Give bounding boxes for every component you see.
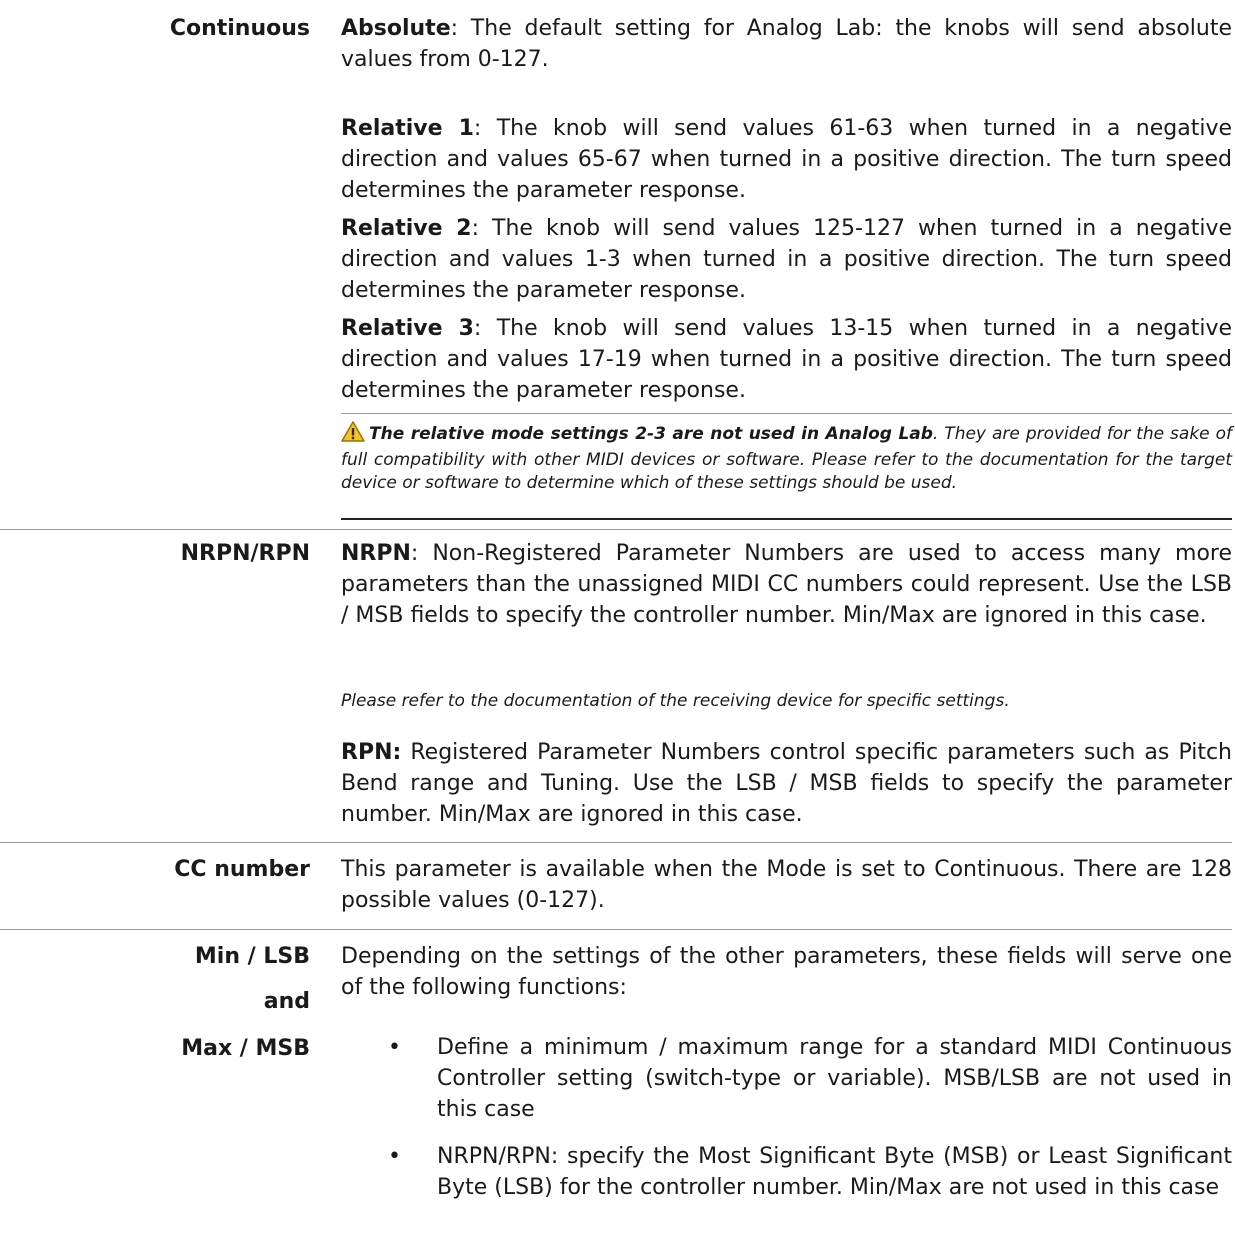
- row-body-min-max: [341, 941, 1232, 1003]
- paragraph-cc-number: This parameter is available when the Mode is set to Continuous. There are 128 possible values (0-127).: [341, 857, 1232, 913]
- paragraph-relative-2: [341, 213, 1232, 306]
- term-rpn: RPN:: [341, 740, 402, 765]
- row-label-cc-number: CC number: [174, 857, 310, 882]
- row-label-min-lsb: Min / LSB: [194, 944, 310, 969]
- term-nrpn: NRPN: [341, 541, 411, 566]
- paragraph-relative-1-block: [341, 113, 1232, 206]
- text-relative-1: : The knob will send values 61-63 when turned in a negative direction and values 65-67 when turned in a positive direction. The turn speed determines the parameter response.: [341, 116, 1232, 203]
- text-relative-2: : The knob will send values 125-127 when turned in a negative direction and values 1-3 when turned in a positive direction. The turn speed determines the parameter response.: [341, 216, 1232, 303]
- paragraph-min-max-intro: Depending on the settings of the other parameters, these fields will serve one of the following functions:: [341, 944, 1232, 1000]
- bullet-item-1: [437, 1032, 1232, 1125]
- paragraph-relative-1: [341, 113, 1232, 206]
- paragraph-absolute: [341, 13, 1232, 75]
- term-relative-3: Relative 3: [341, 316, 474, 341]
- row-divider-1: [0, 529, 1232, 530]
- paragraph-rpn-block: [341, 737, 1232, 830]
- row-label-nrpn-rpn: NRPN/RPN: [180, 541, 310, 566]
- warning-note: [341, 421, 1232, 495]
- row-divider-3: [0, 929, 1232, 930]
- paragraph-relative-3-block: [341, 313, 1232, 406]
- paragraph-rpn: [341, 737, 1232, 830]
- text-rpn: Registered Parameter Numbers control specific parameters such as Pitch Bend range and Tuning. Use the LSB / MSB fields to specify the parameter number. Min/Max are ignored in this case.: [341, 740, 1232, 827]
- row-label-and: and: [263, 989, 310, 1014]
- term-relative-1: Relative 1: [341, 116, 474, 141]
- note-text: . They are provided for the sake of full compatibility with other MIDI devices or software. Please refer to the documentation for the target device or software to determine which of these settings should be used.: [341, 424, 1232, 493]
- row-divider-2: [0, 842, 1232, 843]
- text-absolute: : The default setting for Analog Lab: the knobs will send absolute values from 0-127.: [341, 16, 1232, 72]
- bullet-marker-2: •: [388, 1144, 401, 1169]
- bullet-item-2: [437, 1141, 1232, 1203]
- row-body-nrpn-rpn: [341, 538, 1232, 631]
- note-bottom-rule: [341, 518, 1232, 520]
- hint-block: [341, 689, 1232, 713]
- term-relative-2: Relative 2: [341, 216, 472, 241]
- paragraph-relative-3: [341, 313, 1232, 406]
- note-bold: The relative mode settings 2-3 are not used in Analog Lab: [369, 424, 933, 444]
- bullet-text-2: NRPN/RPN: specify the Most Significant Byte (MSB) or Least Significant Byte (LSB) for the controller number. Min/Max are not used in this case: [437, 1144, 1232, 1200]
- row-label-max-msb: Max / MSB: [181, 1036, 310, 1061]
- hint-receiving-device: Please refer to the documentation of the receiving device for specific settings.: [341, 691, 1010, 711]
- paragraph-nrpn: [341, 538, 1232, 631]
- bullet-marker-1: •: [388, 1035, 401, 1060]
- row-body-continuous: [341, 13, 1232, 75]
- paragraph-relative-2-block: [341, 213, 1232, 306]
- bullet-text-1: Define a minimum / maximum range for a standard MIDI Continuous Controller setting (switch-type or variable). MSB/LSB are not used in this case: [437, 1035, 1232, 1122]
- text-relative-3: : The knob will send values 13-15 when turned in a negative direction and values 17-19 when turned in a positive direction. The turn speed determines the parameter response.: [341, 316, 1232, 403]
- text-nrpn: : Non-Registered Parameter Numbers are used to access many more parameters than the unassigned MIDI CC numbers could represent. Use the LSB / MSB fields to specify the controller number. Min/Max are ignored in this case.: [341, 541, 1232, 628]
- term-absolute: Absolute: [341, 16, 451, 41]
- note-top-rule: [341, 413, 1232, 414]
- row-body-cc-number: [341, 854, 1232, 916]
- row-label-continuous: Continuous: [169, 16, 310, 41]
- warning-icon: [341, 421, 365, 449]
